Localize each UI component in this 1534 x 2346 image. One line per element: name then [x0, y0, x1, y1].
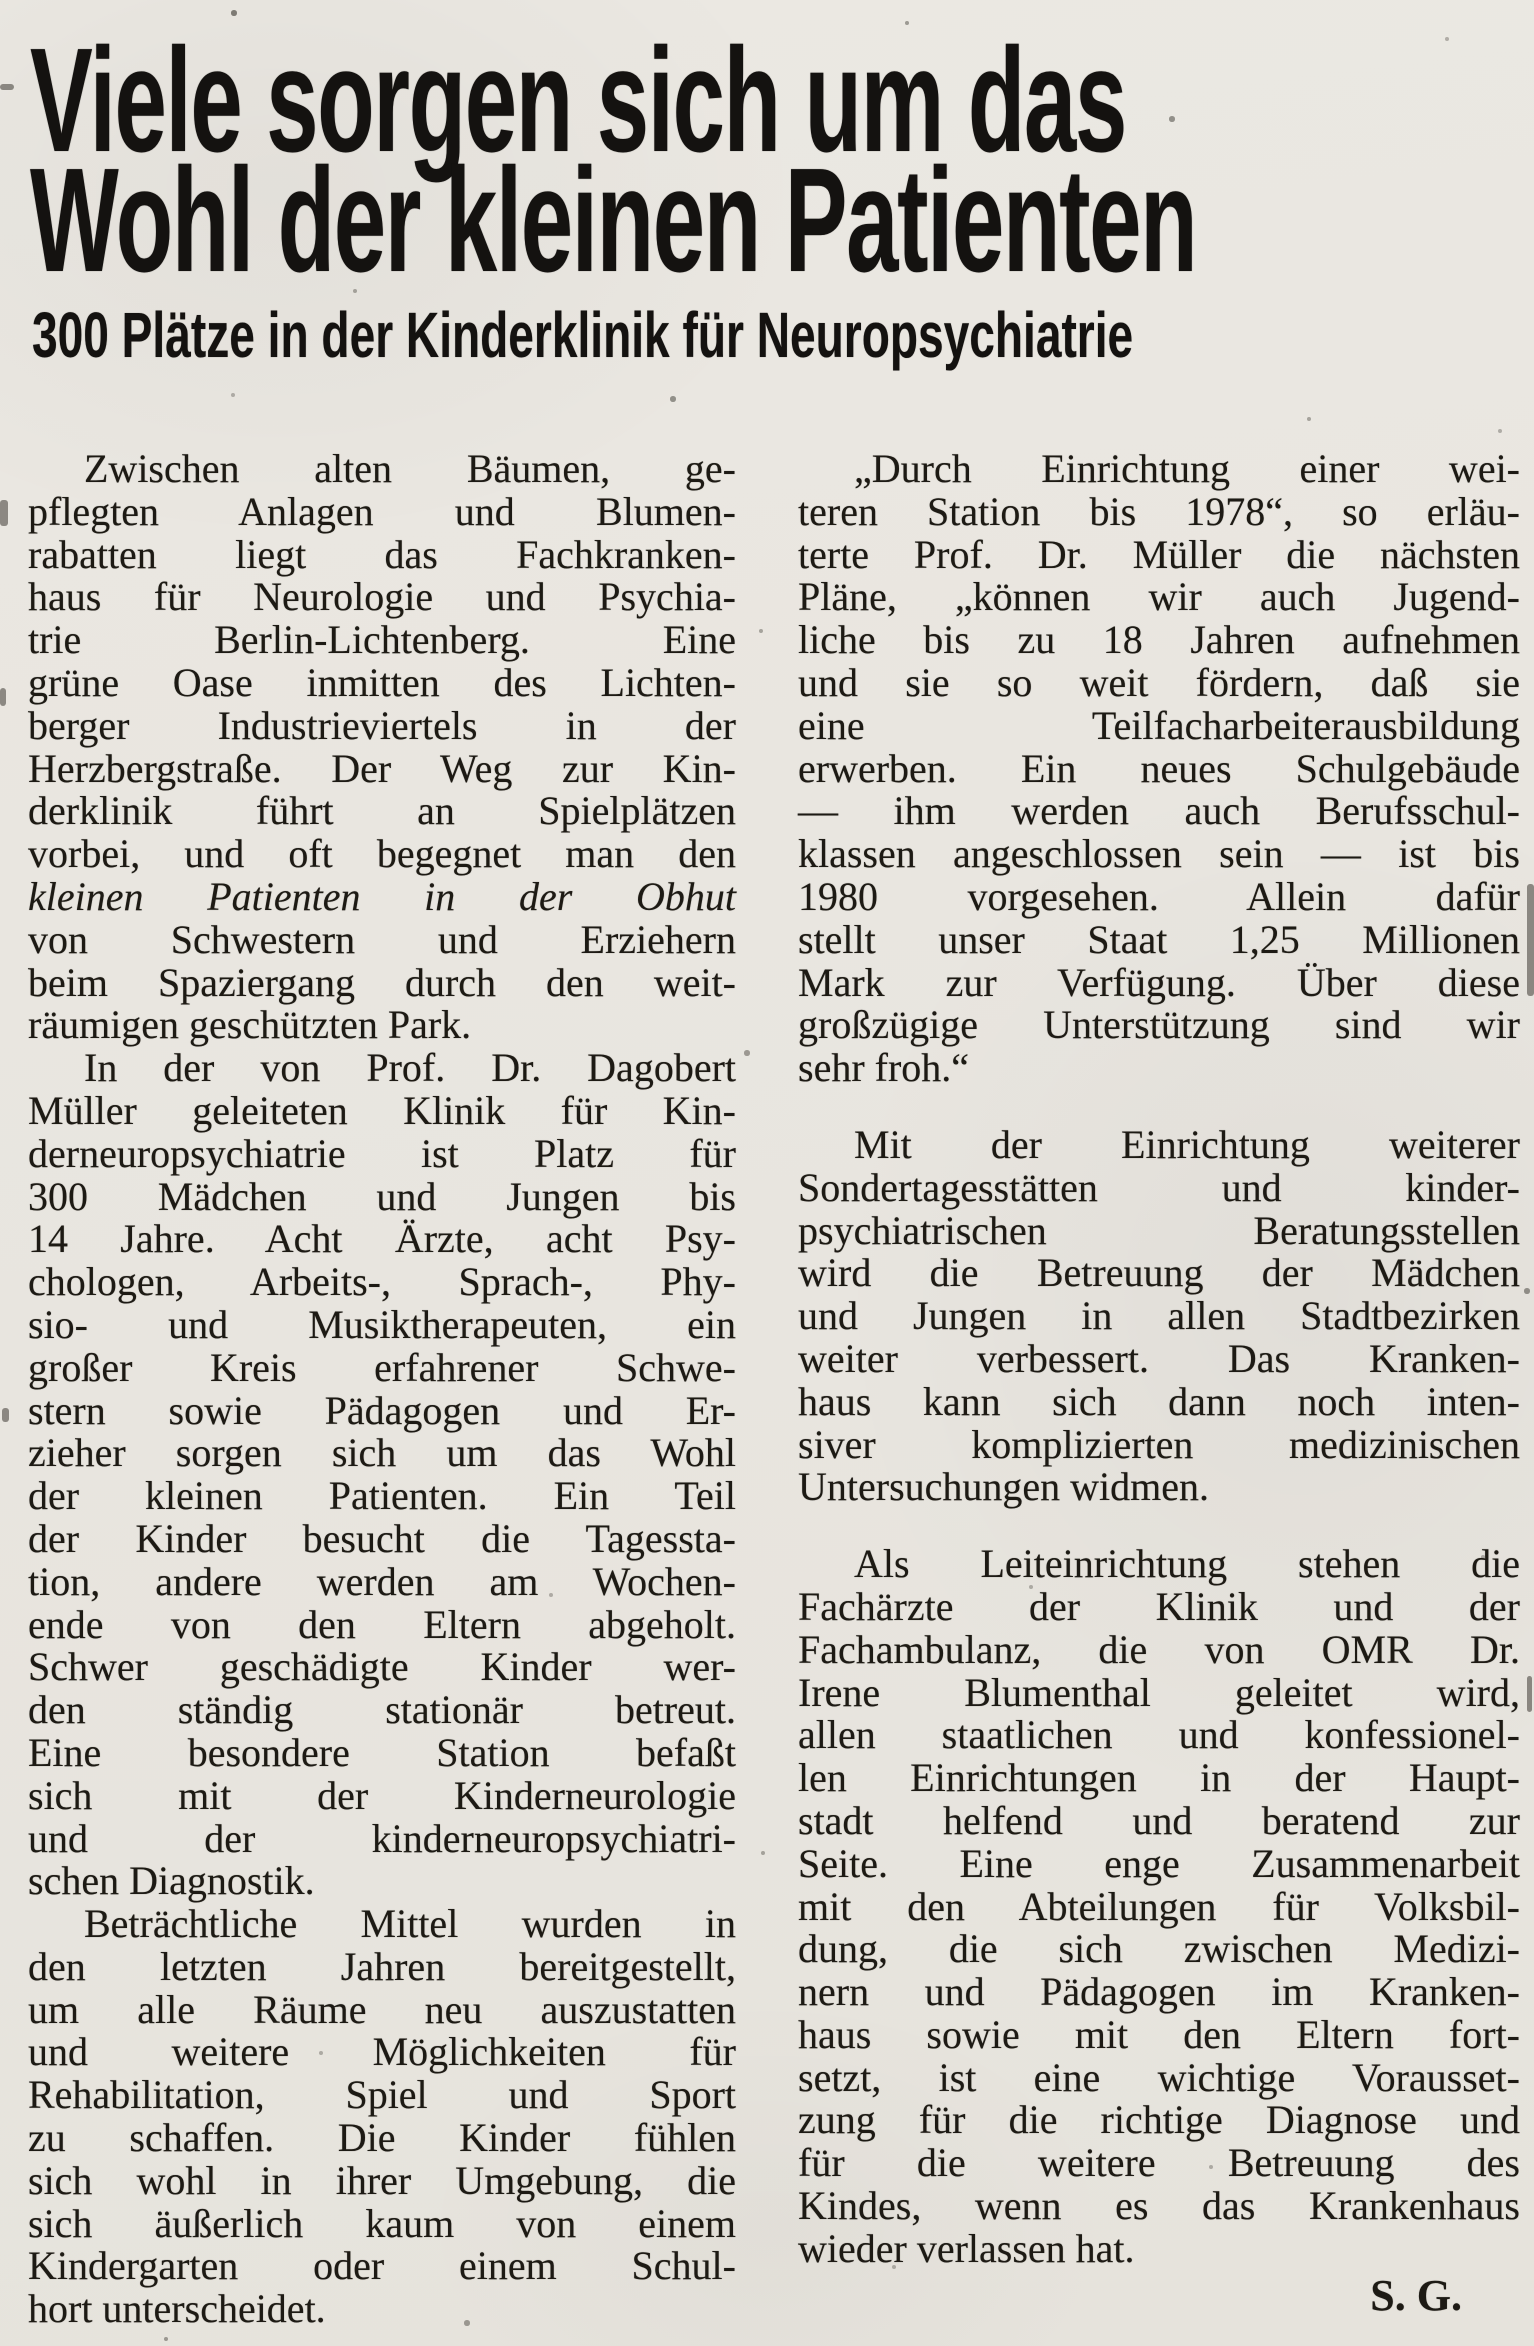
- text-line: Mit der Einrichtung weiterer: [854, 1121, 1520, 1167]
- text-line: Rehabilitation, Spiel und Sport: [28, 2072, 736, 2118]
- paragraph: [28, 448, 736, 1047]
- text-line: 14 Jahre. Acht Ärzte, acht Psy-: [28, 1216, 736, 1262]
- text-line: sehr froh.“: [798, 1045, 970, 1091]
- text-line: psychiatrischen Beratungsstellen: [798, 1207, 1520, 1253]
- author-signature: S. G.: [1370, 2271, 1462, 2320]
- text-line: Als Leiteinrichtung stehen die: [854, 1541, 1520, 1587]
- text-line: weiter verbessert. Das Kranken-: [798, 1335, 1520, 1381]
- text-line: Fachambulanz, die von OMR Dr.: [798, 1626, 1520, 1672]
- text-line: liche bis zu 18 Jahren aufnehmen: [798, 617, 1520, 663]
- scan-noise: [0, 0, 2, 2]
- text-line: haus für Neurologie und Psychia-: [28, 574, 736, 620]
- text-line: erwerben. Ein neues Schulgebäude: [798, 745, 1520, 791]
- text-line: rabatten liegt das Fachkranken-: [28, 531, 736, 577]
- paragraph: [28, 1047, 736, 1903]
- text-line: großer Kreis erfahrener Schwe-: [28, 1344, 736, 1390]
- text-line: klassen angeschlossen sein — ist bis: [798, 831, 1520, 877]
- text-line: haus kann sich dann noch inten-: [798, 1378, 1520, 1424]
- text-line: berger Industrieviertels in der: [28, 702, 736, 748]
- text-line: stern sowie Pädagogen und Er-: [28, 1387, 736, 1433]
- text-line: derklinik führt an Spielplätzen: [28, 788, 736, 834]
- text-line: Fachärzte der Klinik und der: [798, 1583, 1520, 1629]
- text-line: teren Station bis 1978“, so erläu-: [798, 488, 1520, 534]
- text-line: zung für die richtige Diagnose und: [798, 2097, 1520, 2143]
- text-line: sich mit der Kinderneurologie: [28, 1772, 736, 1818]
- text-line: beim Spaziergang durch den weit-: [28, 959, 736, 1005]
- paragraph: [798, 1121, 1520, 1510]
- text-line: grüne Oase inmitten des Lichten-: [28, 659, 736, 705]
- text-line: hort unterscheidet.: [28, 2286, 326, 2332]
- text-line: siver komplizierten medizinischen: [798, 1421, 1520, 1467]
- text-line: vorbei, und oft begegnet man den: [28, 831, 736, 877]
- column-right: [798, 448, 1520, 2271]
- text-line: Mark zur Verfügung. Über diese: [798, 959, 1520, 1005]
- scan-edge-mark: [2, 1408, 9, 1422]
- text-line: In der von Prof. Dr. Dagobert: [84, 1045, 736, 1091]
- text-line: wieder verlassen hat.: [798, 2225, 1135, 2271]
- text-line: den ständig stationär betreut.: [28, 1687, 736, 1733]
- text-line: Pläne, „können wir auch Jugend-: [798, 574, 1520, 620]
- text-line: Sondertagesstätten und kinder-: [798, 1164, 1520, 1210]
- text-line: großzügige Unterstützung sind wir: [798, 1002, 1520, 1048]
- text-line: pflegten Anlagen und Blumen-: [28, 488, 736, 534]
- text-line: 1980 vorgesehen. Allein dafür: [798, 873, 1520, 919]
- text-line: Müller geleiteten Klinik für Kin-: [28, 1087, 736, 1133]
- scan-edge-mark: [0, 84, 14, 90]
- text-line: kleinen Patienten in der Obhut: [28, 873, 736, 919]
- paragraph: [798, 448, 1520, 1090]
- text-line: Untersuchungen widmen.: [798, 1464, 1210, 1510]
- text-line: trie Berlin-Lichtenberg. Eine: [28, 617, 736, 663]
- text-line: von Schwestern und Erziehern: [28, 916, 736, 962]
- paragraph: [28, 1903, 736, 2331]
- text-line: chologen, Arbeits-, Sprach-, Phy-: [28, 1259, 736, 1305]
- text-line: räumigen geschützten Park.: [28, 1002, 472, 1048]
- text-line: der kleinen Patienten. Ein Teil: [28, 1473, 736, 1519]
- text-line: sich äußerlich kaum von einem: [28, 2200, 736, 2246]
- text-line: wird die Betreuung der Mädchen: [798, 1250, 1520, 1296]
- text-line: um alle Räume neu auszustatten: [28, 1986, 736, 2032]
- subheadline: 300 Plätze in der Kinderklinik für Neuropsychiatrie: [32, 299, 1134, 371]
- text-line: Kindes, wenn es das Krankenhaus: [798, 2183, 1520, 2229]
- text-line: zieher sorgen sich um das Wohl: [28, 1430, 736, 1476]
- text-line: und sie so weit fördern, daß sie: [798, 659, 1520, 705]
- text-line: stellt unser Staat 1,25 Millionen: [798, 916, 1520, 962]
- text-line: zu schaffen. Die Kinder fühlen: [28, 2115, 736, 2161]
- scan-edge-mark: [1527, 884, 1534, 996]
- text-line: Irene Blumenthal geleitet wird,: [798, 1669, 1520, 1715]
- text-line: terte Prof. Dr. Müller die nächsten: [798, 531, 1520, 577]
- text-line: haus sowie mit den Eltern fort-: [798, 2011, 1520, 2057]
- text-line: setzt, ist eine wichtige Vorausset-: [798, 2054, 1520, 2100]
- text-line: Herzbergstraße. Der Weg zur Kin-: [28, 745, 736, 791]
- headline-line-2: Wohl der kleinen Patienten: [30, 138, 1197, 303]
- text-line: allen staatlichen und konfessionel-: [798, 1712, 1520, 1758]
- text-line: Kindergarten oder einem Schul-: [28, 2243, 736, 2289]
- text-line: und der kinderneuropsychiatri-: [28, 1815, 736, 1861]
- text-line: schen Diagnostik.: [28, 1858, 315, 1904]
- text-line: dung, die sich zwischen Medizi-: [798, 1926, 1520, 1972]
- text-line: ende von den Eltern abgeholt.: [28, 1601, 736, 1647]
- text-line: stadt helfend und beratend zur: [798, 1797, 1520, 1843]
- text-line: tion, andere werden am Wochen-: [28, 1558, 736, 1604]
- text-line: Zwischen alten Bäumen, ge-: [84, 446, 736, 491]
- text-line: „Durch Einrichtung einer wei-: [854, 446, 1520, 491]
- scan-edge-mark: [0, 688, 6, 706]
- text-line: sich wohl in ihrer Umgebung, die: [28, 2157, 736, 2203]
- text-line: und Jungen in allen Stadtbezirken: [798, 1293, 1520, 1339]
- text-line: Schwer geschädigte Kinder wer-: [28, 1644, 736, 1690]
- text-line: den letzten Jahren bereitgestellt,: [28, 1943, 736, 1989]
- text-line: Seite. Eine enge Zusammenarbeit: [798, 1840, 1520, 1886]
- text-line: Eine besondere Station befaßt: [28, 1729, 736, 1775]
- headline-line-1: Viele sorgen sich um das: [30, 18, 1127, 183]
- text-line: mit den Abteilungen für Volksbil-: [798, 1883, 1520, 1929]
- text-line: Beträchtliche Mittel wurden in: [84, 1901, 736, 1947]
- text-line: derneuropsychiatrie ist Platz für: [28, 1130, 736, 1176]
- text-line: für die weitere Betreuung des: [798, 2140, 1520, 2186]
- text-line: der Kinder besucht die Tagessta-: [28, 1515, 736, 1561]
- text-line: nern und Pädagogen im Kranken-: [798, 1969, 1520, 2015]
- text-line: — ihm werden auch Berufsschul-: [798, 788, 1520, 834]
- text-line: len Einrichtungen in der Haupt-: [798, 1755, 1520, 1801]
- paragraph: [798, 1543, 1520, 2271]
- column-left: [28, 448, 736, 2331]
- text-line: sio- und Musiktherapeuten, ein: [28, 1301, 736, 1347]
- text-line: 300 Mädchen und Jungen bis: [28, 1173, 736, 1219]
- scan-edge-mark: [1527, 1676, 1532, 1712]
- text-line: und weitere Möglichkeiten für: [28, 2029, 736, 2075]
- text-line: eine Teilfacharbeiterausbildung: [798, 702, 1520, 748]
- scan-edge-mark: [0, 500, 8, 526]
